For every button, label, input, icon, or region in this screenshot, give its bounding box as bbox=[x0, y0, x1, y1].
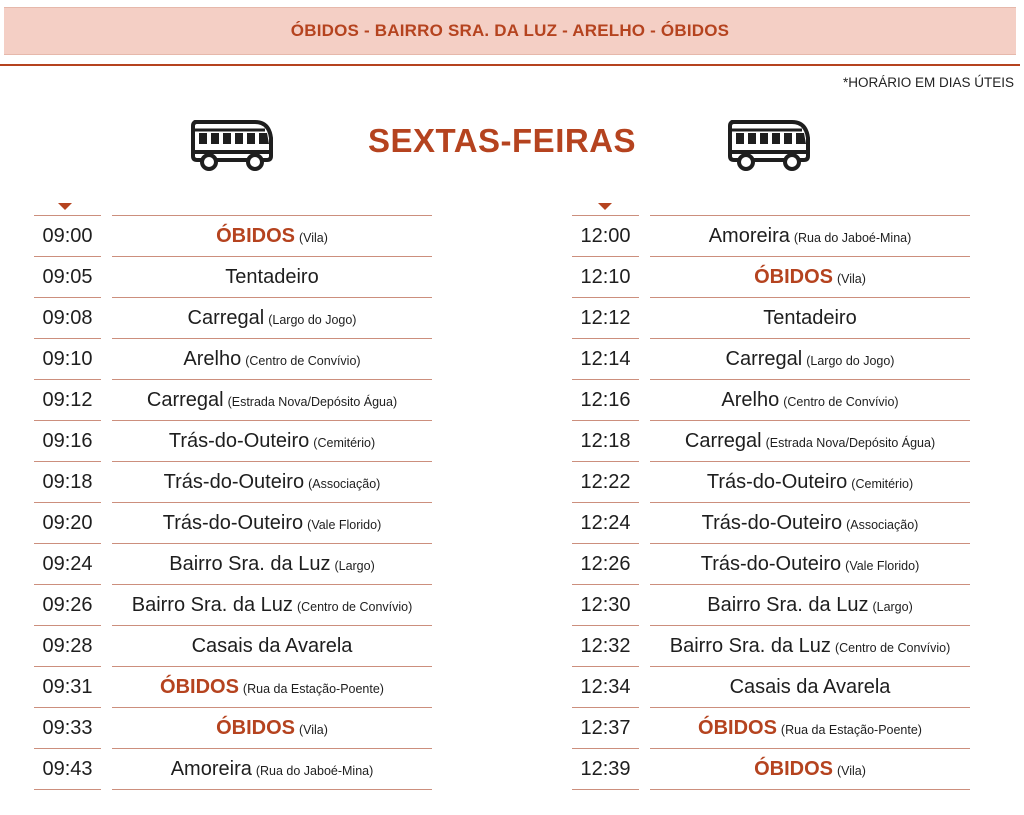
stop-time: 12:00 bbox=[572, 216, 639, 257]
stop-name: Carregal bbox=[146, 388, 224, 411]
stop-time: 12:14 bbox=[572, 339, 639, 380]
header-divider bbox=[0, 64, 1020, 66]
stop-time: 12:30 bbox=[572, 585, 639, 626]
stop-place bbox=[650, 503, 970, 544]
stop-place bbox=[650, 626, 970, 667]
stop-place bbox=[112, 544, 432, 585]
stop-detail: (Rua da Estação-Poente) bbox=[780, 723, 922, 737]
stop-name: Trás-do-Outeiro bbox=[701, 511, 843, 534]
stop-time: 09:05 bbox=[34, 257, 101, 298]
stop-place bbox=[112, 257, 432, 298]
stop-time: 12:37 bbox=[572, 708, 639, 749]
stop-time: 09:33 bbox=[34, 708, 101, 749]
stop-place bbox=[650, 667, 970, 708]
stop-place bbox=[112, 503, 432, 544]
stop-place bbox=[112, 585, 432, 626]
stop-time: 12:12 bbox=[572, 298, 639, 339]
triangle-down-icon bbox=[598, 203, 612, 210]
stop-detail: (Centro de Convívio) bbox=[296, 600, 413, 614]
stop-name: Casais da Avarela bbox=[191, 634, 353, 657]
stop-name: Bairro Sra. da Luz bbox=[669, 634, 831, 657]
stop-time: 12:18 bbox=[572, 421, 639, 462]
stop-detail: (Rua do Jaboé-Mina) bbox=[255, 764, 374, 778]
stop-name: ÓBIDOS bbox=[216, 716, 295, 739]
triangle-down-icon bbox=[58, 203, 72, 210]
stop-detail: (Largo do Jogo) bbox=[806, 354, 895, 368]
stop-time: 09:00 bbox=[34, 216, 101, 257]
stop-detail: (Estrada Nova/Depósito Água) bbox=[227, 395, 398, 409]
day-title: SEXTAS-FEIRAS bbox=[367, 122, 637, 159]
stop-place bbox=[650, 585, 970, 626]
stop-time: 12:10 bbox=[572, 257, 639, 298]
stop-time: 09:43 bbox=[34, 749, 101, 790]
stop-place bbox=[112, 749, 432, 790]
stop-place bbox=[650, 544, 970, 585]
stop-name: Tentadeiro bbox=[763, 306, 857, 329]
stop-detail: (Vila) bbox=[836, 764, 866, 778]
stop-time: 09:26 bbox=[34, 585, 101, 626]
stop-place bbox=[112, 626, 432, 667]
stop-place bbox=[112, 216, 432, 257]
stop-time: 09:18 bbox=[34, 462, 101, 503]
stop-name: Amoreira bbox=[170, 757, 252, 780]
stop-name: Trás-do-Outeiro bbox=[162, 511, 304, 534]
stop-name: Amoreira bbox=[708, 224, 790, 247]
stop-name: Casais da Avarela bbox=[729, 675, 891, 698]
stop-place bbox=[650, 380, 970, 421]
stop-name: Carregal bbox=[187, 306, 265, 329]
stop-name: Trás-do-Outeiro bbox=[168, 429, 310, 452]
stop-detail: (Vale Florido) bbox=[845, 559, 920, 573]
stop-time: 12:39 bbox=[572, 749, 639, 790]
stop-name: Bairro Sra. da Luz bbox=[169, 552, 331, 575]
stop-time: 09:08 bbox=[34, 298, 101, 339]
stop-detail: (Estrada Nova/Depósito Água) bbox=[765, 436, 936, 450]
stop-place bbox=[112, 298, 432, 339]
stop-detail: (Cemitério) bbox=[313, 436, 376, 450]
stop-name: Trás-do-Outeiro bbox=[700, 552, 842, 575]
stop-name: ÓBIDOS bbox=[754, 757, 833, 780]
stop-place bbox=[112, 708, 432, 749]
stop-time: 09:20 bbox=[34, 503, 101, 544]
stop-detail: (Vila) bbox=[836, 272, 866, 286]
stop-place bbox=[650, 708, 970, 749]
stop-detail: (Associação) bbox=[308, 477, 381, 491]
stop-detail: (Largo) bbox=[872, 600, 913, 614]
stop-detail: (Largo) bbox=[334, 559, 375, 573]
stop-name: Carregal bbox=[725, 347, 803, 370]
stop-time: 12:26 bbox=[572, 544, 639, 585]
stop-time: 09:10 bbox=[34, 339, 101, 380]
stop-detail: (Rua da Estação-Poente) bbox=[242, 682, 384, 696]
stop-place bbox=[650, 749, 970, 790]
stop-name: Arelho bbox=[721, 388, 780, 411]
stop-place bbox=[112, 667, 432, 708]
stop-time: 09:28 bbox=[34, 626, 101, 667]
stop-place bbox=[650, 216, 970, 257]
stop-name: Bairro Sra. da Luz bbox=[131, 593, 293, 616]
stop-detail: (Centro de Convívio) bbox=[783, 395, 899, 409]
stop-time: 12:22 bbox=[572, 462, 639, 503]
stop-time: 12:32 bbox=[572, 626, 639, 667]
stop-detail: (Centro de Convívio) bbox=[245, 354, 361, 368]
stop-place bbox=[650, 257, 970, 298]
stop-place bbox=[650, 421, 970, 462]
stop-detail: (Vila) bbox=[298, 723, 328, 737]
stop-place bbox=[650, 298, 970, 339]
stop-name: Trás-do-Outeiro bbox=[163, 470, 305, 493]
stop-detail: (Rua do Jaboé-Mina) bbox=[793, 231, 912, 245]
stop-time: 12:24 bbox=[572, 503, 639, 544]
stop-time: 09:16 bbox=[34, 421, 101, 462]
stop-time: 09:12 bbox=[34, 380, 101, 421]
route-title: ÓBIDOS - BAIRRO SRA. DA LUZ - ARELHO - ÓBIDOS bbox=[290, 21, 730, 40]
stop-detail: (Vila) bbox=[298, 231, 328, 245]
stop-time: 09:31 bbox=[34, 667, 101, 708]
stop-place bbox=[650, 462, 970, 503]
stop-detail: (Vale Florido) bbox=[307, 518, 382, 532]
stop-name: ÓBIDOS bbox=[216, 224, 295, 247]
stop-name: ÓBIDOS bbox=[160, 675, 239, 698]
stop-time: 09:24 bbox=[34, 544, 101, 585]
bus-icon bbox=[726, 116, 812, 172]
stop-detail: (Cemitério) bbox=[851, 477, 914, 491]
stop-detail: (Largo do Jogo) bbox=[268, 313, 357, 327]
stop-place bbox=[112, 421, 432, 462]
stop-place bbox=[112, 380, 432, 421]
stop-name: Tentadeiro bbox=[225, 265, 319, 288]
stop-place bbox=[650, 339, 970, 380]
stop-name: Trás-do-Outeiro bbox=[706, 470, 848, 493]
stop-detail: (Centro de Convívio) bbox=[834, 641, 951, 655]
stop-detail: (Associação) bbox=[846, 518, 919, 532]
stop-time: 12:34 bbox=[572, 667, 639, 708]
stop-time: 12:16 bbox=[572, 380, 639, 421]
stop-name: Arelho bbox=[183, 347, 242, 370]
weekday-note: *HORÁRIO EM DIAS ÚTEIS bbox=[842, 75, 1014, 90]
stop-name: ÓBIDOS bbox=[698, 716, 777, 739]
stop-name: Carregal bbox=[684, 429, 762, 452]
stop-place bbox=[112, 339, 432, 380]
stop-name: ÓBIDOS bbox=[754, 265, 833, 288]
stop-name: Bairro Sra. da Luz bbox=[707, 593, 869, 616]
route-banner bbox=[4, 7, 1016, 55]
stop-place bbox=[112, 462, 432, 503]
